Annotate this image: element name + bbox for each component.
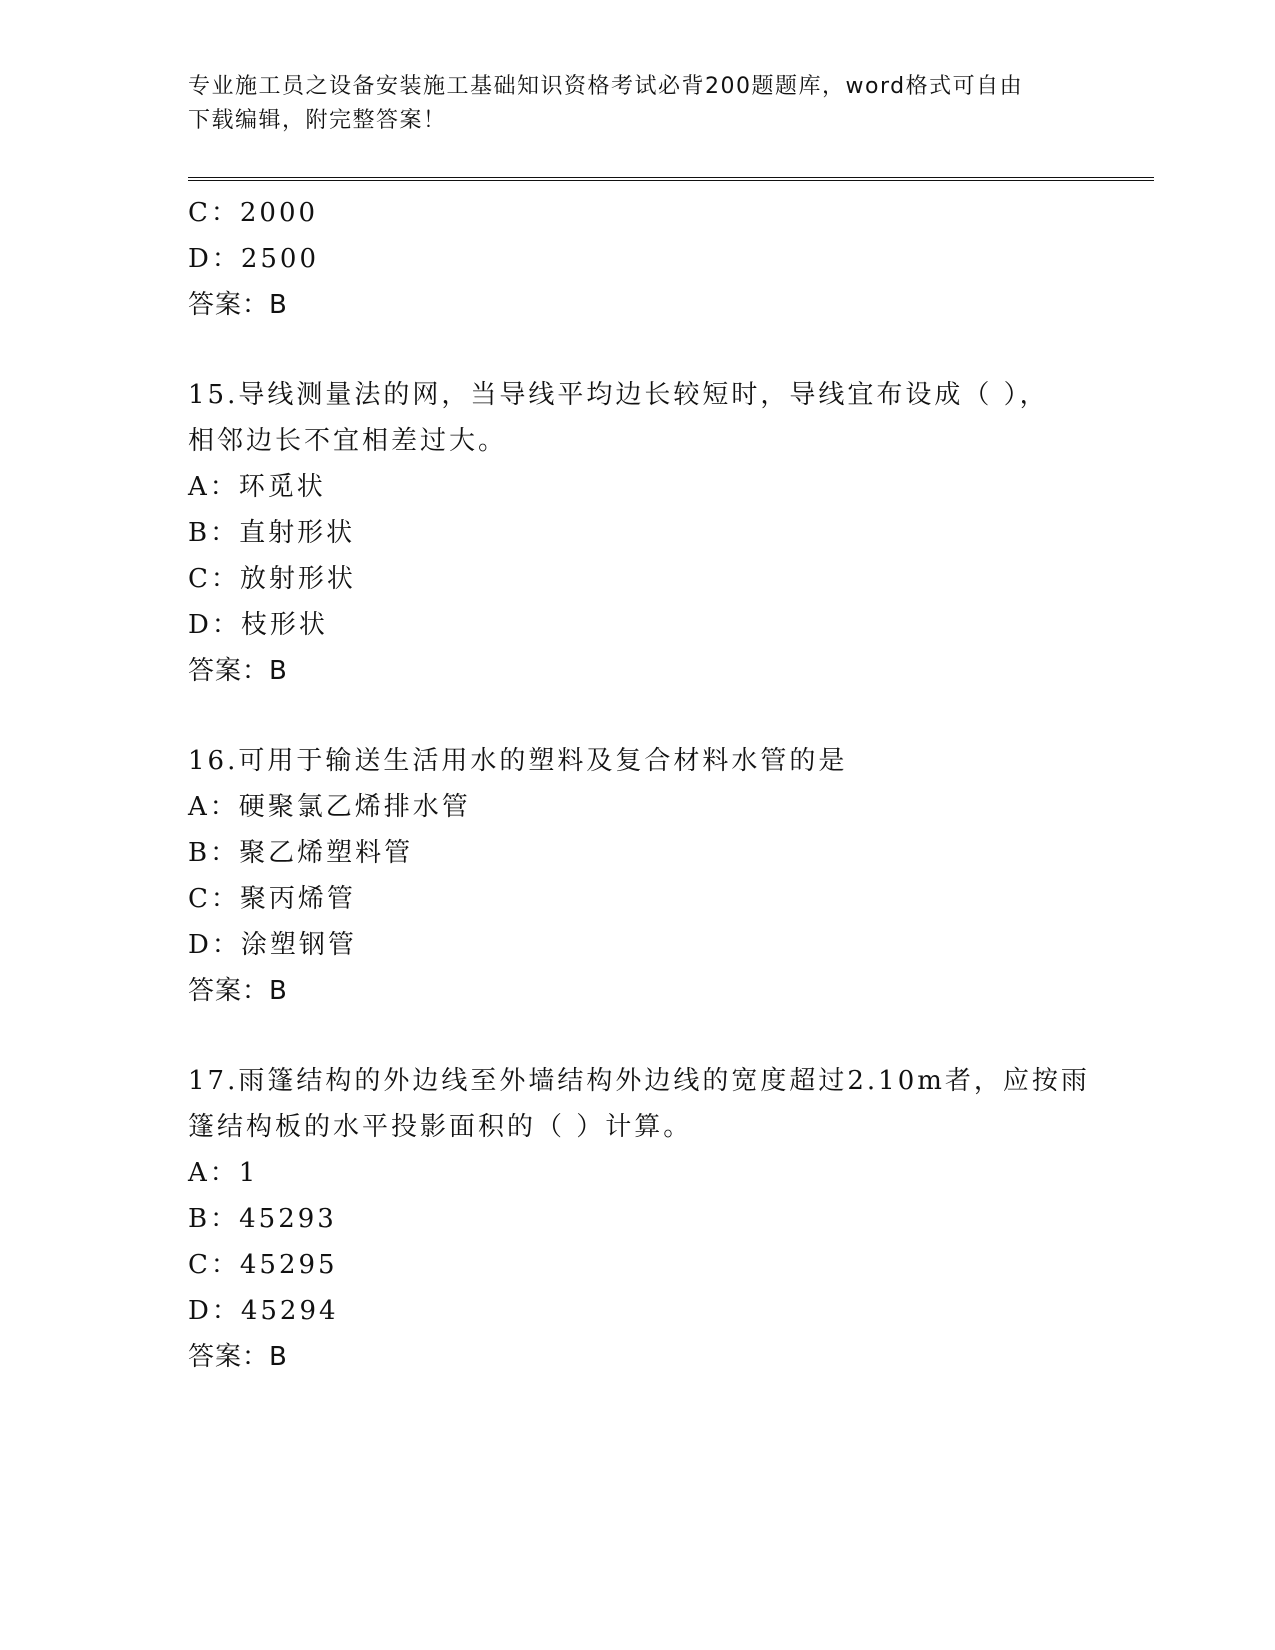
answer-line: 答案：B	[188, 976, 288, 1006]
question-stem: 16.可用于输送生活用水的塑料及复合材料水管的是	[188, 746, 848, 776]
option-a: A：环觅状	[188, 472, 326, 502]
document-body	[188, 190, 1088, 1380]
option-c: C：2000	[188, 198, 319, 228]
document-header	[188, 70, 1088, 138]
question-stem: 17.雨篷结构的外边线至外墙结构外边线的宽度超过2.10m者，应按雨	[188, 1066, 1090, 1096]
question-17	[188, 1058, 1088, 1380]
question-15	[188, 372, 1088, 694]
question-stem: 相邻边长不宜相差过大。	[188, 426, 508, 456]
question-stem: 篷结构板的水平投影面积的（ ）计算。	[188, 1112, 693, 1142]
option-d: D：45294	[188, 1296, 339, 1326]
option-b: B：直射形状	[188, 518, 356, 548]
option-d: D：涂塑钢管	[188, 930, 357, 960]
option-a: A：硬聚氯乙烯排水管	[188, 792, 471, 822]
spacer	[188, 328, 1088, 372]
spacer	[188, 694, 1088, 738]
option-c: C：放射形状	[188, 564, 356, 594]
header-divider	[188, 177, 1154, 181]
header-line-1: 专业施工员之设备安装施工基础知识资格考试必背200题题库，word格式可自由	[188, 74, 1024, 99]
option-a: A：1	[188, 1158, 259, 1188]
header-line-2: 下载编辑，附完整答案！	[188, 108, 447, 133]
option-b: B：聚乙烯塑料管	[188, 838, 414, 868]
option-c: C：45295	[188, 1250, 338, 1280]
option-d: D：枝形状	[188, 610, 328, 640]
option-b: B：45293	[188, 1204, 337, 1234]
option-c: C：聚丙烯管	[188, 884, 356, 914]
question-stem: 15.导线测量法的网，当导线平均边长较短时，导线宜布设成（ ），	[188, 380, 1049, 410]
spacer	[188, 1014, 1088, 1058]
answer-line: 答案：B	[188, 1342, 288, 1372]
answer-line: 答案：B	[188, 290, 288, 320]
previous-question-tail	[188, 190, 1088, 328]
option-d: D：2500	[188, 244, 320, 274]
question-16	[188, 738, 1088, 1014]
answer-line: 答案：B	[188, 656, 288, 686]
